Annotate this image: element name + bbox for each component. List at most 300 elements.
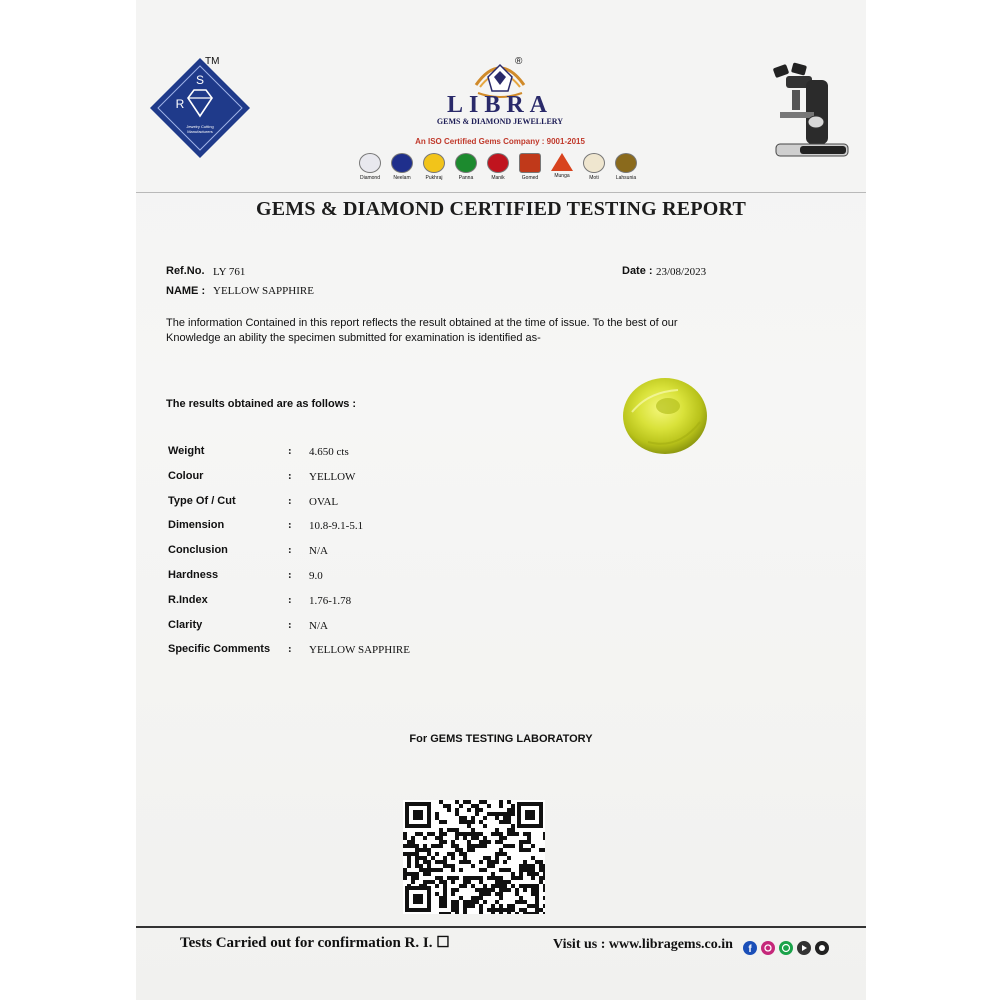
spec-key: Specific Comments xyxy=(168,643,271,655)
qr-module xyxy=(479,908,483,912)
qr-module xyxy=(523,912,527,914)
qr-module xyxy=(455,828,459,832)
qr-module xyxy=(531,912,535,914)
gem-label: Manik xyxy=(491,175,505,181)
qr-module xyxy=(475,876,479,880)
qr-module xyxy=(495,832,499,836)
qr-module xyxy=(467,860,471,864)
qr-module xyxy=(419,868,423,872)
qr-module xyxy=(467,820,471,824)
qr-module xyxy=(499,836,503,840)
qr-module xyxy=(459,804,463,808)
qr-module xyxy=(523,884,527,888)
qr-module xyxy=(439,828,443,832)
qr-module xyxy=(503,844,507,848)
qr-module xyxy=(439,900,443,904)
qr-module xyxy=(455,836,459,840)
qr-module xyxy=(535,884,539,888)
qr-module xyxy=(491,812,495,816)
qr-module xyxy=(471,820,475,824)
qr-module xyxy=(463,832,467,836)
qr-module xyxy=(471,832,475,836)
qr-module xyxy=(459,868,463,872)
qr-module xyxy=(491,864,495,868)
qr-module xyxy=(443,912,447,914)
qr-module xyxy=(483,816,487,820)
spec-separator: : xyxy=(288,594,292,606)
ref-value: LY 761 xyxy=(213,266,246,278)
qr-module xyxy=(479,892,483,896)
qr-module xyxy=(511,876,515,880)
qr-module xyxy=(451,892,455,896)
qr-module xyxy=(415,832,419,836)
qr-module xyxy=(479,832,483,836)
qr-module xyxy=(467,876,471,880)
qr-module xyxy=(495,892,499,896)
qr-module xyxy=(455,912,459,914)
qr-module xyxy=(527,836,531,840)
qr-module xyxy=(491,912,495,914)
brand-name: LIBRA xyxy=(446,92,554,118)
qr-module xyxy=(511,908,515,912)
qr-module xyxy=(495,900,499,904)
qr-module xyxy=(459,852,463,856)
qr-module xyxy=(491,904,495,908)
qr-module xyxy=(475,888,479,892)
qr-module xyxy=(479,844,483,848)
qr-module xyxy=(463,800,467,804)
qr-module xyxy=(539,876,543,880)
qr-module xyxy=(439,844,443,848)
qr-module xyxy=(511,804,515,808)
qr-module xyxy=(455,832,459,836)
qr-module xyxy=(539,864,543,868)
qr-module xyxy=(423,836,427,840)
spec-key: R.Index xyxy=(168,594,208,606)
gem-item xyxy=(580,153,608,181)
qr-module xyxy=(439,904,443,908)
qr-module xyxy=(411,880,415,884)
qr-module xyxy=(407,864,411,868)
qr-module xyxy=(443,888,447,892)
tests-note: Tests Carried out for confirmation R. I. ☐ xyxy=(180,935,450,951)
qr-module xyxy=(467,800,471,804)
registered-mark: ® xyxy=(515,56,523,67)
qr-module xyxy=(467,824,471,828)
qr-module xyxy=(459,896,463,900)
qr-module xyxy=(467,880,471,884)
qr-module xyxy=(499,804,503,808)
qr-module xyxy=(499,904,503,908)
qr-module xyxy=(407,860,411,864)
qr-module xyxy=(451,864,455,868)
qr-module xyxy=(403,832,407,836)
name-label: NAME : xyxy=(166,285,206,297)
qr-module xyxy=(483,900,487,904)
qr-module xyxy=(423,860,427,864)
qr-module xyxy=(511,808,515,812)
qr-module xyxy=(503,884,507,888)
qr-module xyxy=(523,908,527,912)
qr-module xyxy=(515,900,519,904)
gem-item xyxy=(612,153,640,181)
qr-module xyxy=(403,844,407,848)
results-heading: The results obtained are as follows : xyxy=(166,398,357,410)
qr-module xyxy=(535,908,539,912)
gomed-icon xyxy=(519,153,541,173)
qr-module xyxy=(483,840,487,844)
qr-module xyxy=(479,808,483,812)
qr-module xyxy=(443,896,447,900)
qr-module xyxy=(467,904,471,908)
qr-module xyxy=(415,876,419,880)
qr-module xyxy=(491,876,495,880)
qr-module xyxy=(455,800,459,804)
qr-module xyxy=(487,840,491,844)
qr-code[interactable] xyxy=(403,800,545,914)
qr-module xyxy=(535,860,539,864)
qr-module xyxy=(519,900,523,904)
qr-module xyxy=(459,832,463,836)
manik-icon xyxy=(487,153,509,173)
qr-module xyxy=(471,900,475,904)
qr-module xyxy=(443,832,447,836)
qr-module xyxy=(407,844,411,848)
qr-module xyxy=(479,860,483,864)
qr-module xyxy=(423,872,427,876)
qr-module xyxy=(439,880,443,884)
qr-module xyxy=(527,840,531,844)
qr-module xyxy=(499,880,503,884)
instagram-icon[interactable] xyxy=(761,941,775,955)
qr-module xyxy=(491,872,495,876)
qr-module xyxy=(443,904,447,908)
qr-module xyxy=(503,880,507,884)
qr-module xyxy=(471,836,475,840)
gem-item xyxy=(548,153,576,179)
spec-value: N/A xyxy=(309,620,328,632)
qr-module xyxy=(439,896,443,900)
qr-module xyxy=(451,844,455,848)
qr-module xyxy=(455,808,459,812)
spec-separator: : xyxy=(288,519,292,531)
spec-separator: : xyxy=(288,495,292,507)
gem-item xyxy=(484,153,512,181)
qr-module xyxy=(499,876,503,880)
qr-module xyxy=(427,864,431,868)
qr-module xyxy=(431,832,435,836)
qr-module xyxy=(499,912,503,914)
qr-module xyxy=(463,880,467,884)
qr-module xyxy=(471,904,475,908)
qr-module xyxy=(543,864,545,868)
qr-module xyxy=(439,820,443,824)
qr-module xyxy=(535,900,539,904)
qr-module xyxy=(519,872,523,876)
qr-module xyxy=(415,864,419,868)
qr-module xyxy=(539,848,543,852)
qr-module xyxy=(531,864,535,868)
qr-module xyxy=(423,868,427,872)
qr-module xyxy=(499,896,503,900)
facebook-icon[interactable] xyxy=(743,941,757,955)
qr-module xyxy=(543,904,545,908)
qr-module xyxy=(431,856,435,860)
qr-module xyxy=(431,880,435,884)
qr-module xyxy=(507,880,511,884)
gem-label: Pukhraj xyxy=(425,175,443,181)
qr-module xyxy=(463,860,467,864)
qr-module xyxy=(439,836,443,840)
qr-module xyxy=(411,844,415,848)
qr-module xyxy=(443,900,447,904)
svg-text:Manufacturers: Manufacturers xyxy=(187,129,213,134)
qr-module xyxy=(511,844,515,848)
qr-module xyxy=(507,832,511,836)
diamond-icon xyxy=(359,153,381,173)
qr-module xyxy=(511,904,515,908)
qr-module xyxy=(507,844,511,848)
qr-module xyxy=(451,900,455,904)
qr-module xyxy=(443,892,447,896)
qr-module xyxy=(459,860,463,864)
intro-line-2: Knowledge an ability the specimen submitted for examination is identified as- xyxy=(166,332,541,344)
qr-module xyxy=(499,888,503,892)
qr-module xyxy=(531,872,535,876)
qr-module xyxy=(451,904,455,908)
qr-module xyxy=(483,892,487,896)
trademark-mark: TM xyxy=(205,56,220,67)
brand-tagline: GEMS & DIAMOND JEWELLERY xyxy=(436,117,564,126)
date-value: 23/08/2023 xyxy=(656,266,707,278)
qr-module xyxy=(475,900,479,904)
qr-module xyxy=(419,848,423,852)
svg-text:S: S xyxy=(195,73,205,87)
svg-text:f: f xyxy=(748,944,752,955)
qr-module xyxy=(475,808,479,812)
qr-module xyxy=(447,864,451,868)
qr-module xyxy=(479,888,483,892)
qr-module xyxy=(491,908,495,912)
qr-module xyxy=(463,856,467,860)
qr-module xyxy=(523,832,527,836)
qr-module xyxy=(531,884,535,888)
qr-module xyxy=(407,872,411,876)
qr-module xyxy=(519,844,523,848)
gem-label: Gomed xyxy=(521,175,539,181)
qr-module xyxy=(435,868,439,872)
qr-module xyxy=(435,860,439,864)
qr-module xyxy=(499,852,503,856)
qr-module xyxy=(475,804,479,808)
qr-module xyxy=(415,844,419,848)
qr-module xyxy=(431,868,435,872)
qr-module xyxy=(439,800,443,804)
qr-module xyxy=(507,868,511,872)
qr-module xyxy=(531,876,535,880)
qr-module xyxy=(543,868,545,872)
qr-module xyxy=(455,812,459,816)
qr-module xyxy=(515,888,519,892)
qr-module xyxy=(535,912,539,914)
qr-module xyxy=(487,892,491,896)
qr-module xyxy=(443,840,447,844)
qr-module xyxy=(507,808,511,812)
qr-module xyxy=(455,844,459,848)
qr-module xyxy=(435,884,439,888)
qr-module xyxy=(487,864,491,868)
qr-module xyxy=(467,832,471,836)
qr-module xyxy=(523,848,527,852)
qr-module xyxy=(403,868,407,872)
qr-module xyxy=(451,856,455,860)
qr-module xyxy=(411,840,415,844)
qr-module xyxy=(483,844,487,848)
qr-module xyxy=(519,884,523,888)
qr-module xyxy=(503,860,507,864)
spec-key: Weight xyxy=(168,445,205,457)
qr-module xyxy=(543,872,545,876)
qr-module xyxy=(475,832,479,836)
qr-module xyxy=(423,856,427,860)
qr-module xyxy=(427,860,431,864)
qr-module xyxy=(419,832,423,836)
qr-module xyxy=(499,848,503,852)
qr-module xyxy=(451,852,455,856)
qr-module xyxy=(479,880,483,884)
qr-module xyxy=(443,856,447,860)
qr-module xyxy=(503,812,507,816)
qr-module xyxy=(439,876,443,880)
qr-module xyxy=(523,860,527,864)
qr-module xyxy=(451,868,455,872)
qr-module xyxy=(543,888,545,892)
qr-module xyxy=(479,840,483,844)
qr-module xyxy=(451,840,455,844)
qr-module xyxy=(455,876,459,880)
qr-module xyxy=(507,856,511,860)
spec-value: OVAL xyxy=(309,496,339,508)
qr-module xyxy=(523,840,527,844)
spec-key: Conclusion xyxy=(168,544,228,556)
qr-module xyxy=(515,832,519,836)
qr-module xyxy=(423,880,427,884)
qr-module xyxy=(475,896,479,900)
gem-item xyxy=(516,153,544,181)
qr-module xyxy=(403,876,407,880)
qr-module xyxy=(435,892,439,896)
youtube-icon[interactable] xyxy=(797,941,811,955)
qr-module xyxy=(499,908,503,912)
qr-module xyxy=(455,848,459,852)
qr-module xyxy=(439,832,443,836)
qr-module xyxy=(543,876,545,880)
qr-module xyxy=(467,844,471,848)
qr-module xyxy=(407,840,411,844)
gem-label: Lahsunia xyxy=(615,175,637,181)
qr-module xyxy=(439,860,443,864)
qr-module xyxy=(543,848,545,852)
qr-module xyxy=(459,848,463,852)
qr-module xyxy=(487,804,491,808)
qr-module xyxy=(535,892,539,896)
qr-module xyxy=(451,880,455,884)
qr-module xyxy=(451,908,455,912)
qr-module xyxy=(483,868,487,872)
qr-module xyxy=(439,840,443,844)
qr-module xyxy=(499,868,503,872)
qr-module xyxy=(427,852,431,856)
qr-module xyxy=(471,844,475,848)
qr-module xyxy=(479,912,483,914)
qr-module xyxy=(419,864,423,868)
qr-module xyxy=(471,828,475,832)
qr-module xyxy=(507,816,511,820)
qr-module xyxy=(403,836,407,840)
pukhraj-icon xyxy=(423,153,445,173)
qr-module xyxy=(487,908,491,912)
qr-module xyxy=(471,848,475,852)
qr-module xyxy=(435,876,439,880)
qr-module xyxy=(523,868,527,872)
qr-module xyxy=(483,856,487,860)
qr-module xyxy=(483,888,487,892)
qr-module xyxy=(519,876,523,880)
qr-module xyxy=(415,872,419,876)
srs-badge-logo xyxy=(150,58,250,158)
qr-module xyxy=(467,808,471,812)
qr-module xyxy=(531,904,535,908)
qr-module xyxy=(507,912,511,914)
qr-module xyxy=(463,904,467,908)
qr-module xyxy=(443,804,447,808)
qr-module xyxy=(479,868,483,872)
qr-module xyxy=(523,900,527,904)
qr-module xyxy=(463,852,467,856)
spec-value: 9.0 xyxy=(309,570,323,582)
intro-line-1: The information Contained in this report reflects the result obtained at the time of issue. To the best of our xyxy=(166,317,678,329)
qr-module xyxy=(527,884,531,888)
gemstone-photo xyxy=(618,372,710,458)
spec-key: Colour xyxy=(168,470,204,482)
qr-module xyxy=(467,848,471,852)
spec-separator: : xyxy=(288,619,292,631)
twitter-icon[interactable] xyxy=(815,941,829,955)
qr-module xyxy=(511,824,515,828)
footer-divider xyxy=(136,926,866,928)
qr-module xyxy=(447,808,451,812)
qr-module xyxy=(463,884,467,888)
spec-value: YELLOW SAPPHIRE xyxy=(309,644,410,656)
qr-module xyxy=(511,832,515,836)
microscope-icon xyxy=(770,62,852,162)
qr-module xyxy=(519,840,523,844)
qr-module xyxy=(535,896,539,900)
whatsapp-icon[interactable] xyxy=(779,941,793,955)
qr-module xyxy=(495,856,499,860)
qr-module xyxy=(451,876,455,880)
qr-module xyxy=(479,896,483,900)
spec-value: N/A xyxy=(309,545,328,557)
spec-value: YELLOW xyxy=(309,471,356,483)
spec-key: Dimension xyxy=(168,519,225,531)
qr-module xyxy=(479,800,483,804)
moti-icon xyxy=(583,153,605,173)
qr-module xyxy=(427,848,431,852)
qr-module xyxy=(511,884,515,888)
qr-module xyxy=(543,832,545,836)
qr-module xyxy=(543,896,545,900)
